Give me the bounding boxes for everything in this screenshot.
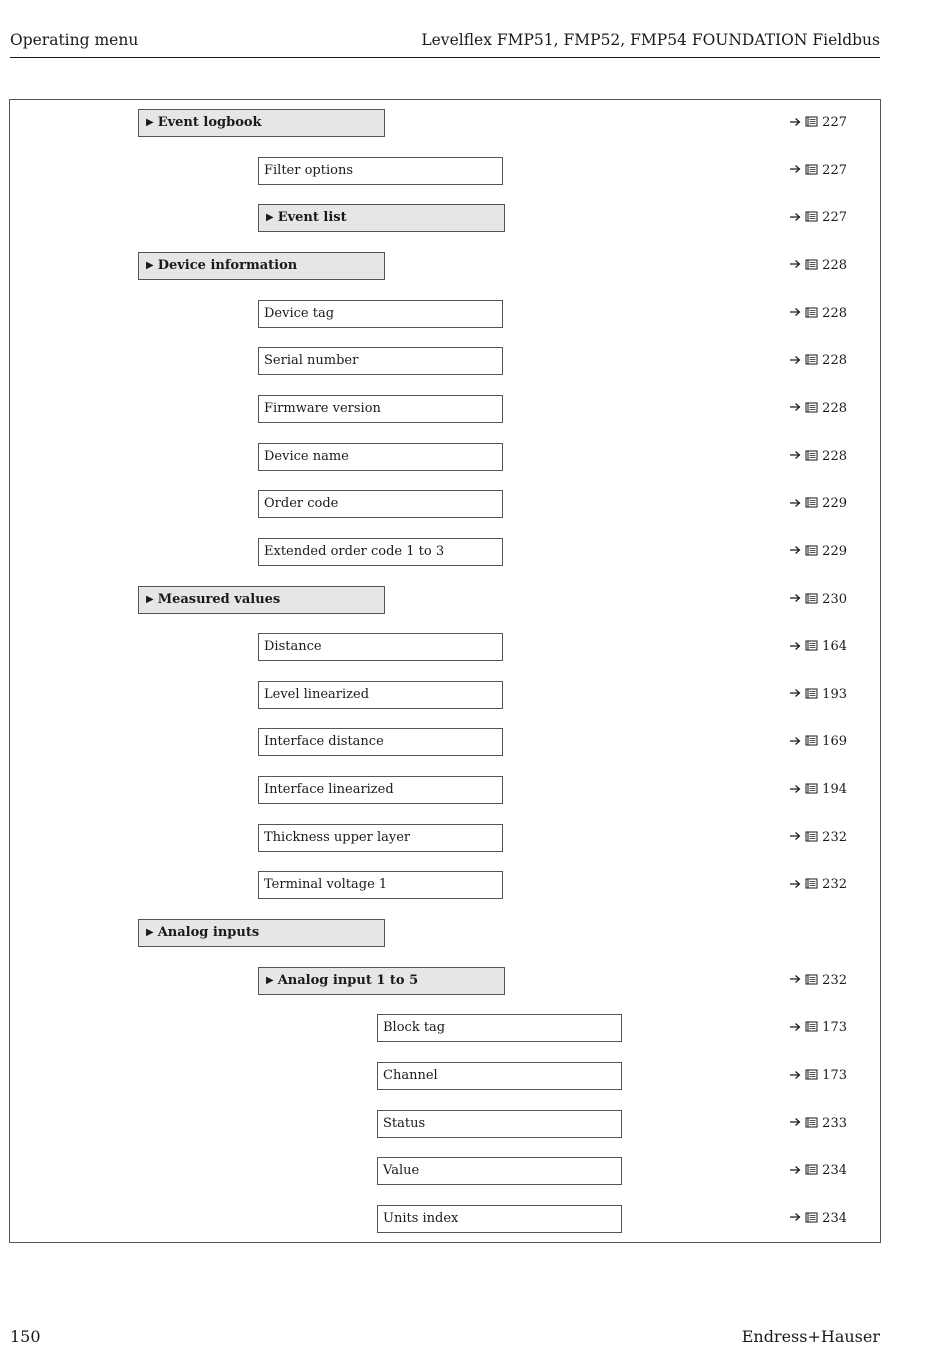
page-reference[interactable]	[789, 1014, 847, 1042]
submenu-entry	[258, 204, 505, 232]
book-icon	[805, 974, 818, 985]
page-reference[interactable]	[789, 538, 847, 566]
arrow-right-icon	[789, 736, 801, 746]
menu-entry-label: Filter options	[264, 162, 354, 178]
menu-row	[10, 967, 880, 995]
menu-row	[10, 157, 880, 185]
menu-row	[10, 824, 880, 852]
arrow-right-icon	[789, 688, 801, 698]
book-icon	[805, 1212, 818, 1223]
book-icon	[805, 354, 818, 365]
arrow-right-icon	[789, 879, 801, 889]
menu-entry-label: Device name	[264, 448, 349, 464]
menu-entry-label: Firmware version	[264, 400, 381, 416]
page-reference[interactable]	[789, 824, 847, 852]
submenu-entry	[258, 967, 505, 995]
book-icon	[805, 783, 818, 794]
header-product-title: Levelflex FMP51, FMP52, FMP54 FOUNDATION Fieldbus	[421, 31, 880, 49]
book-icon	[805, 1164, 818, 1175]
book-icon	[805, 211, 818, 222]
arrow-right-icon	[789, 974, 801, 984]
menu-entry-label: Device information	[157, 257, 298, 273]
menu-row	[10, 1205, 880, 1233]
arrow-right-icon	[789, 212, 801, 222]
menu-entry-label: Thickness upper layer	[264, 829, 411, 845]
menu-row	[10, 681, 880, 709]
triangle-right-icon: ▶	[266, 974, 274, 986]
triangle-right-icon: ▶	[266, 212, 274, 224]
page-reference[interactable]	[789, 1110, 847, 1138]
menu-row	[10, 871, 880, 899]
page-reference-number: 228	[818, 305, 847, 321]
page-reference[interactable]	[789, 967, 847, 995]
page-reference-number: 229	[818, 496, 847, 512]
menu-row	[10, 538, 880, 566]
menu-row	[10, 443, 880, 471]
arrow-right-icon	[789, 1165, 801, 1175]
triangle-right-icon: ▶	[146, 259, 154, 271]
book-icon	[805, 545, 818, 556]
parameter-entry	[377, 1014, 622, 1042]
page-reference-number: 227	[818, 115, 847, 130]
arrow-right-icon	[789, 355, 801, 365]
menu-entry-label: Distance	[264, 639, 322, 655]
page-reference[interactable]	[789, 300, 847, 328]
page-reference[interactable]	[789, 586, 847, 614]
menu-row	[10, 300, 880, 328]
menu-row	[10, 586, 880, 614]
page-reference-number: 229	[818, 543, 847, 559]
arrow-right-icon	[789, 784, 801, 794]
menu-entry-label: Channel	[383, 1068, 438, 1083]
submenu-entry	[138, 252, 385, 280]
menu-row	[10, 1110, 880, 1138]
arrow-right-icon	[789, 831, 801, 841]
menu-entry-label: Terminal voltage 1	[264, 877, 388, 893]
page-number: 150	[10, 1327, 41, 1346]
parameter-entry	[258, 300, 503, 328]
page-reference-number: 227	[818, 210, 847, 226]
menu-entry-label: Measured values	[157, 591, 281, 607]
page-reference[interactable]	[789, 347, 847, 375]
arrow-right-icon	[789, 545, 801, 555]
menu-row	[10, 109, 880, 137]
page-reference-number: 232	[818, 829, 847, 845]
page-reference[interactable]	[789, 871, 847, 899]
parameter-entry	[258, 347, 503, 375]
page-reference-number: 169	[818, 734, 847, 750]
page-reference[interactable]	[789, 633, 847, 661]
page-reference[interactable]	[789, 1205, 847, 1233]
menu-row	[10, 1157, 880, 1185]
arrow-right-icon	[789, 450, 801, 460]
book-icon	[805, 1069, 818, 1080]
menu-row	[10, 1062, 880, 1090]
page-reference-number: 232	[818, 972, 847, 988]
page-reference-number: 228	[818, 448, 847, 464]
arrow-right-icon	[789, 402, 801, 412]
submenu-entry	[138, 109, 385, 137]
page-reference-number: 228	[818, 400, 847, 416]
page-reference-number: 232	[818, 877, 847, 893]
book-icon	[805, 1117, 818, 1128]
parameter-entry	[258, 681, 503, 709]
book-icon	[805, 688, 818, 699]
arrow-right-icon	[789, 641, 801, 651]
book-icon	[805, 307, 818, 318]
page-reference[interactable]	[789, 1157, 847, 1185]
page-reference-number: 234	[818, 1163, 847, 1179]
parameter-entry	[377, 1062, 622, 1090]
arrow-right-icon	[789, 1117, 801, 1127]
book-icon	[805, 402, 818, 413]
page-reference-number: 228	[818, 353, 847, 369]
page-reference-number: 227	[818, 162, 847, 178]
book-icon	[805, 735, 818, 746]
page-reference-number: 194	[818, 782, 847, 798]
book-icon	[805, 640, 818, 651]
menu-row	[10, 728, 880, 756]
parameter-entry	[258, 538, 503, 566]
page-reference[interactable]	[789, 443, 847, 471]
parameter-entry	[258, 490, 503, 518]
page-reference-number: 234	[818, 1210, 847, 1226]
parameter-entry	[258, 157, 503, 185]
parameter-entry	[258, 395, 503, 423]
menu-entry-label: Block tag	[383, 1020, 446, 1036]
page-reference-number: 164	[818, 639, 847, 655]
menu-entry-label: Serial number	[264, 353, 359, 369]
menu-entry-label: Order code	[264, 496, 339, 512]
book-icon	[805, 497, 818, 508]
parameter-entry	[258, 443, 503, 471]
page-reference-number: 228	[818, 257, 847, 273]
menu-entry-label: Extended order code 1 to 3	[264, 543, 445, 559]
menu-row	[10, 776, 880, 804]
page-reference[interactable]	[789, 490, 847, 518]
parameter-entry	[258, 728, 503, 756]
parameter-entry	[258, 871, 503, 899]
menu-entry-label: Event list	[277, 210, 347, 226]
parameter-entry	[258, 824, 503, 852]
triangle-right-icon: ▶	[146, 927, 154, 939]
book-icon	[805, 878, 818, 889]
page-reference-number: 173	[818, 1068, 847, 1083]
page-reference[interactable]	[789, 681, 847, 709]
triangle-right-icon: ▶	[146, 593, 154, 605]
submenu-entry	[138, 919, 385, 947]
page-reference[interactable]	[789, 776, 847, 804]
page-reference[interactable]	[789, 728, 847, 756]
parameter-entry	[377, 1205, 622, 1233]
page-reference-number: 230	[818, 591, 847, 607]
book-icon	[805, 259, 818, 270]
parameter-entry	[377, 1110, 622, 1138]
page-reference[interactable]	[789, 157, 847, 185]
menu-entry-label: Interface distance	[264, 734, 384, 750]
menu-entry-label: Level linearized	[264, 686, 370, 702]
book-icon	[805, 450, 818, 461]
menu-entry-label: Device tag	[264, 305, 335, 321]
parameter-entry	[258, 633, 503, 661]
page-reference[interactable]	[789, 1062, 847, 1090]
book-icon	[805, 164, 818, 175]
page-reference-number: 233	[818, 1115, 847, 1131]
parameter-entry	[377, 1157, 622, 1185]
arrow-right-icon	[789, 498, 801, 508]
arrow-right-icon	[789, 117, 801, 127]
arrow-right-icon	[789, 1070, 801, 1080]
arrow-right-icon	[789, 593, 801, 603]
page-reference[interactable]	[789, 252, 847, 280]
menu-entry-label: Value	[383, 1163, 420, 1179]
page-reference[interactable]	[789, 395, 847, 423]
menu-row	[10, 252, 880, 280]
menu-row	[10, 395, 880, 423]
parameter-entry	[258, 776, 503, 804]
menu-frame	[9, 99, 881, 1243]
arrow-right-icon	[789, 1212, 801, 1222]
menu-entry-label: Units index	[383, 1210, 459, 1226]
menu-row	[10, 1014, 880, 1042]
arrow-right-icon	[789, 307, 801, 317]
menu-entry-label: Interface linearized	[264, 782, 394, 798]
menu-entry-label: Event logbook	[157, 115, 262, 130]
brand-name: Endress+Hauser	[741, 1327, 880, 1346]
arrow-right-icon	[789, 259, 801, 269]
arrow-right-icon	[789, 1022, 801, 1032]
submenu-entry	[138, 586, 385, 614]
menu-row	[10, 919, 880, 947]
header-section-title: Operating menu	[10, 31, 139, 49]
book-icon	[805, 1021, 818, 1032]
menu-row	[10, 490, 880, 518]
menu-row	[10, 204, 880, 232]
book-icon	[805, 593, 818, 604]
page-reference[interactable]	[789, 109, 847, 137]
header-rule	[10, 57, 880, 58]
menu-entry-label: Analog inputs	[157, 925, 260, 941]
arrow-right-icon	[789, 164, 801, 174]
book-icon	[805, 116, 818, 127]
triangle-right-icon: ▶	[146, 117, 154, 128]
page-reference-number: 193	[818, 686, 847, 702]
page-reference-number: 173	[818, 1020, 847, 1036]
menu-entry-label: Analog input 1 to 5	[277, 972, 419, 988]
page-reference[interactable]	[789, 204, 847, 232]
menu-row	[10, 633, 880, 661]
menu-entry-label: Status	[383, 1115, 426, 1131]
menu-row	[10, 347, 880, 375]
book-icon	[805, 831, 818, 842]
